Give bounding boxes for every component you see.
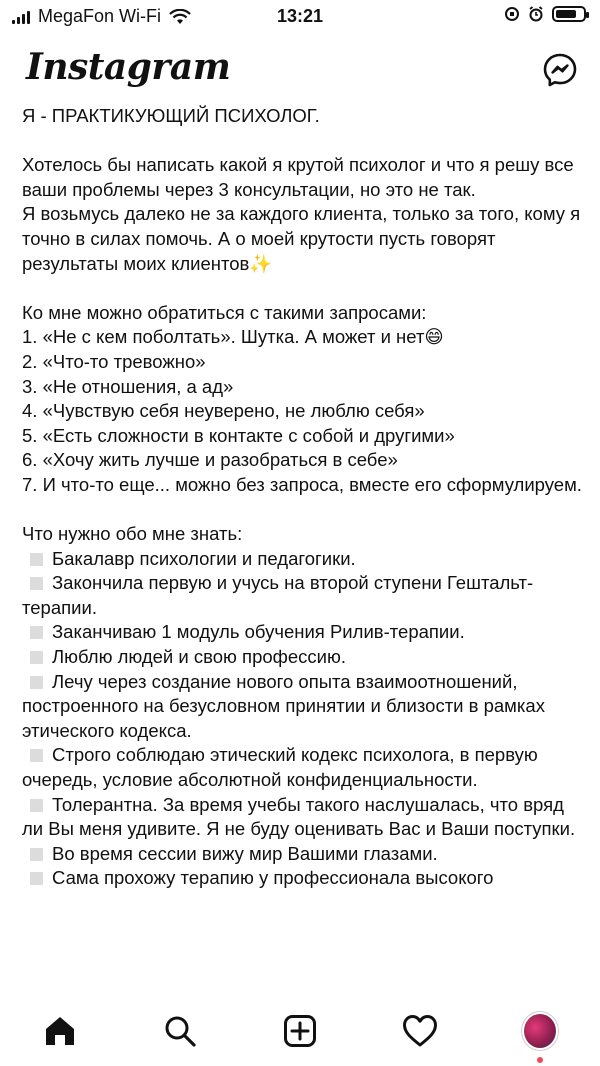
- caption-line: 5. «Есть сложности в контакте с собой и другими»: [22, 424, 455, 446]
- caption-line: 4. «Чувствую себя неуверено, не люблю себя»: [22, 400, 425, 422]
- app-header: [0, 32, 600, 104]
- heart-icon: [402, 1014, 438, 1048]
- bullet-square-icon: [30, 651, 43, 664]
- bullet-square-icon: [30, 749, 43, 762]
- caption-line: Что нужно обо мне знать:: [22, 523, 243, 545]
- orientation-lock-icon: [504, 6, 520, 22]
- tab-activity[interactable]: [402, 1013, 438, 1049]
- post-caption: [22, 104, 582, 994]
- home-icon: [43, 1014, 77, 1048]
- fact-item: Бакалавр психологии и педагогики.: [22, 547, 582, 572]
- tab-profile[interactable]: [522, 1013, 558, 1049]
- tab-new-post[interactable]: [282, 1013, 318, 1049]
- caption-line: 1. «Не с кем поболтать». Шутка. А может и нет😄: [22, 326, 444, 348]
- alarm-icon: [528, 6, 544, 22]
- bullet-square-icon: [30, 626, 43, 639]
- instagram-logo[interactable]: Instagram: [26, 46, 231, 88]
- bullet-square-icon: [30, 872, 43, 885]
- bullet-square-icon: [30, 577, 43, 590]
- clock: 13:21: [276, 6, 324, 26]
- fact-item: Строго соблюдаю этический кодекс психолога, в первую очередь, условие абсолютной конфиденциальности.: [22, 744, 538, 791]
- fact-item: Во время сессии вижу мир Вашими глазами.: [22, 842, 582, 867]
- bullet-square-icon: [30, 848, 43, 861]
- battery-icon: [552, 6, 586, 22]
- bullet-square-icon: [30, 676, 43, 689]
- fact-item: Сама прохожу терапию у профессионала высокого: [22, 866, 582, 891]
- carrier-label: MegaFon Wi-Fi: [38, 6, 162, 26]
- caption-line: Я возьмусь далеко не за каждого клиента, только за того, кому я точно в силах помочь. А о моей крутости пусть говорят результаты моих клиентов✨: [22, 203, 581, 274]
- add-post-icon: [283, 1014, 317, 1048]
- notification-dot: [537, 1057, 543, 1063]
- fact-item: Лечу через создание нового опыта взаимоотношений, построенного на безусловном принятии и близости в рамках этического кодекса.: [22, 670, 545, 741]
- tab-search[interactable]: [162, 1013, 198, 1049]
- caption-line: 2. «Что-то тревожно»: [22, 350, 206, 372]
- fact-item: Заканчиваю 1 модуль обучения Рилив-терапии.: [22, 620, 582, 645]
- messenger-icon[interactable]: [542, 52, 578, 88]
- caption-line: Я - ПРАКТИКУЮЩИЙ ПСИХОЛОГ.: [22, 105, 320, 126]
- fact-item: Толерантна. За время учебы такого наслушалась, что вряд ли Вы меня удивите. Я не буду оценивать Вас и Ваши поступки.: [22, 793, 576, 840]
- avatar: [522, 1012, 558, 1050]
- bullet-square-icon: [30, 799, 43, 812]
- search-icon: [163, 1014, 197, 1048]
- caption-line: 3. «Не отношения, а ад»: [22, 375, 234, 397]
- bottom-tab-bar: [0, 995, 600, 1066]
- status-bar: [0, 0, 600, 32]
- fact-item: Люблю людей и свою профессию.: [22, 645, 582, 670]
- caption-line: 6. «Хочу жить лучше и разобраться в себе»: [22, 449, 398, 471]
- caption-line: 7. И что-то еще... можно без запроса, вместе его сформулируем.: [22, 473, 582, 495]
- caption-line: Хотелось бы написать какой я крутой психолог и что я решу все ваши проблемы через 3 консультации, но это не так.: [22, 154, 574, 200]
- fact-item: Закончила первую и учусь на второй ступени Гештальт-терапии.: [22, 572, 534, 618]
- bullet-square-icon: [30, 553, 43, 566]
- tab-home[interactable]: [42, 1013, 78, 1049]
- caption-line: Ко мне можно обратиться с такими запросами:: [22, 301, 427, 323]
